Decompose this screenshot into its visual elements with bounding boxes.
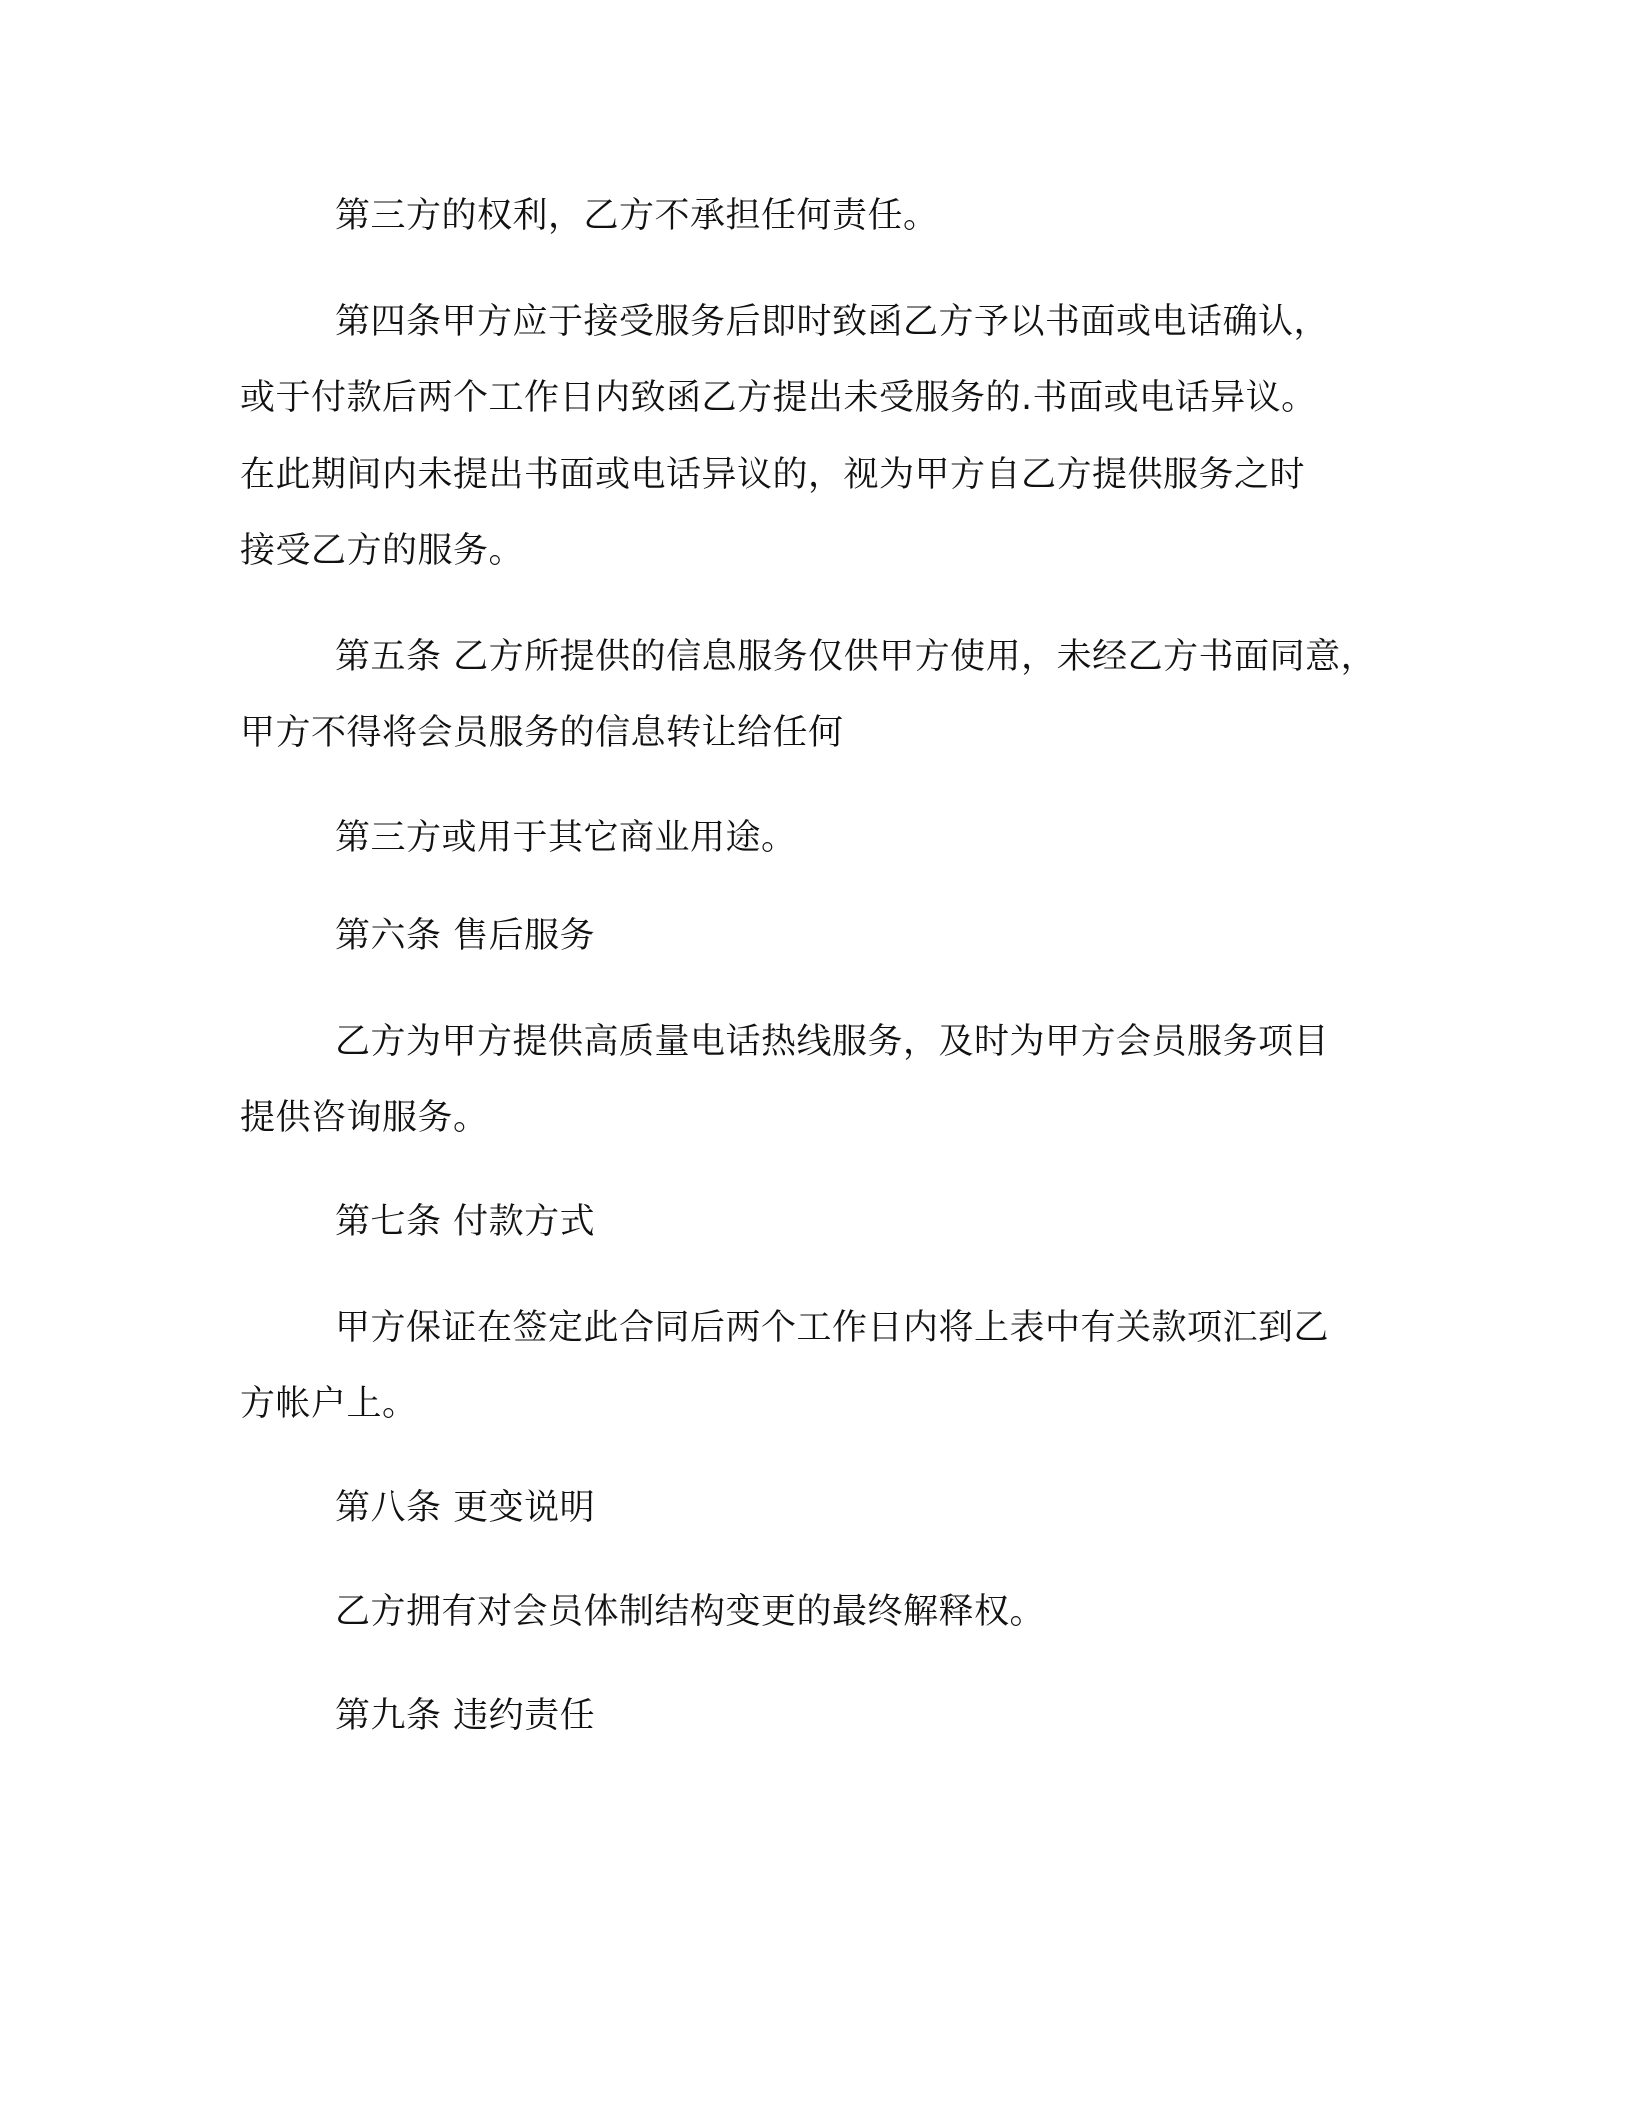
text-line: 或于付款后两个工作日内致函乙方提出未受服务的.书面或电话异议。 [240,378,1317,418]
article-5-heading-line: 第五条 乙方所提供的信息服务仅供甲方使用，未经乙方书面同意， [335,637,1377,677]
article-8-heading: 第八条 更变说明 [335,1488,596,1528]
text-line: 第三方的权利，乙方不承担任何责任。 [335,196,939,236]
article-6-heading: 第六条 售后服务 [335,916,596,956]
text-line: 乙方拥有对会员体制结构变更的最终解释权。 [335,1592,1046,1632]
text-line: 方帐户上。 [240,1384,418,1424]
article-7-heading: 第七条 付款方式 [335,1202,596,1242]
text-line: 第三方或用于其它商业用途。 [335,818,797,858]
text-line: 乙方为甲方提供高质量电话热线服务，及时为甲方会员服务项目 [335,1022,1330,1062]
text-line: 提供咨询服务。 [240,1098,489,1138]
text-line: 甲方不得将会员服务的信息转让给任何 [240,713,844,753]
text-line: 甲方保证在签定此合同后两个工作日内将上表中有关款项汇到乙 [335,1308,1330,1348]
text-line: 接受乙方的服务。 [240,531,525,571]
article-4-heading-line: 第四条甲方应于接受服务后即时致函乙方予以书面或电话确认， [335,302,1330,342]
article-9-heading: 第九条 违约责任 [335,1696,596,1736]
text-line: 在此期间内未提出书面或电话异议的，视为甲方自乙方提供服务之时 [240,455,1306,495]
